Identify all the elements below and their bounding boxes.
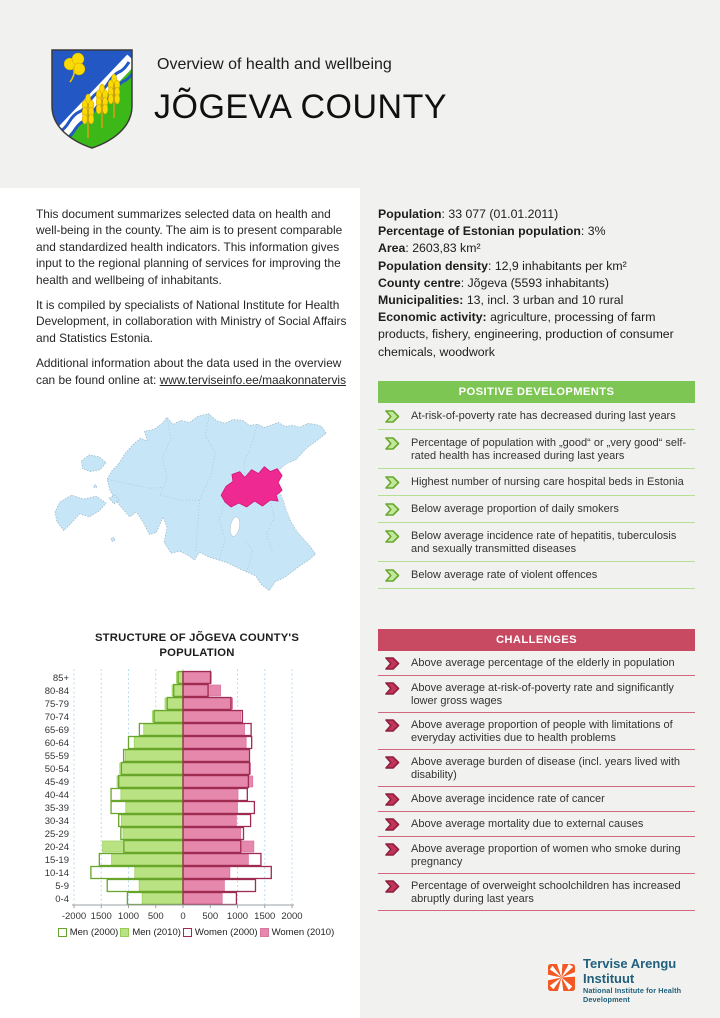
fact-row	[378, 275, 696, 292]
svg-text:1000: 1000	[117, 911, 140, 922]
county-facts	[378, 206, 696, 361]
chart-title: STRUCTURE OF JÕGEVA COUNTY'S POPULATION	[94, 632, 300, 659]
svg-text:500: 500	[202, 911, 219, 922]
chevron-arrow-icon	[385, 437, 400, 450]
svg-text:55-59: 55-59	[44, 751, 69, 762]
fact-value: agriculture, processing of farm products, fishery, engineering, production of consumer chemicals, woodwork	[378, 310, 674, 359]
svg-text:65-69: 65-69	[44, 725, 69, 736]
fact-value: : 12,9 inhabitants per km²	[488, 258, 627, 273]
svg-text:10-14: 10-14	[44, 868, 69, 879]
list-item	[378, 713, 695, 750]
list-item	[378, 430, 695, 469]
tai-logo-subtitle: National Institute for Health Development	[583, 986, 682, 1004]
list-item	[378, 676, 695, 713]
svg-text:40-44: 40-44	[44, 790, 69, 801]
list-item	[378, 651, 695, 676]
tai-starburst-icon	[548, 964, 575, 996]
challenges-items	[378, 651, 695, 911]
list-item-text: Below average rate of violent offences	[411, 569, 598, 581]
list-item-text: Below average incidence rate of hepatitis, tuberculosis and sexually transmitted diseases	[411, 530, 677, 555]
legend-marker-icon	[120, 928, 129, 937]
legend-marker-icon	[58, 928, 67, 937]
fact-row	[378, 258, 696, 275]
list-item-text: Percentage of overweight schoolchildren has increased abruptly during last years	[411, 880, 681, 905]
chevron-arrow-icon	[385, 756, 400, 769]
list-item-text: Above average incidence rate of cancer	[411, 793, 605, 805]
page-title: JÕGEVA COUNTY	[154, 88, 448, 126]
positive-developments-section	[378, 381, 695, 589]
legend-item	[183, 927, 258, 938]
legend-item	[120, 927, 181, 938]
svg-text:45-49: 45-49	[44, 777, 69, 788]
intro-text	[36, 206, 358, 397]
list-item-text: Above average at-risk-of-poverty rate and significantly lower gross wages	[411, 682, 674, 707]
svg-text:30-34: 30-34	[44, 816, 69, 827]
legend-label: Men (2010)	[132, 927, 181, 938]
mainland	[107, 414, 326, 591]
list-item-text: Above average percentage of the elderly in population	[411, 657, 675, 669]
fact-label: Economic activity:	[378, 310, 487, 325]
fact-label: Population	[378, 207, 442, 221]
list-item	[378, 750, 695, 787]
fact-row	[378, 240, 696, 257]
fact-row	[378, 223, 696, 240]
svg-text:85+: 85+	[52, 673, 69, 684]
fact-value: : Jõgeva (5593 inhabitants)	[460, 275, 610, 290]
svg-text:2000: 2000	[281, 911, 303, 922]
chevron-arrow-icon	[385, 530, 400, 543]
svg-text:20-24: 20-24	[44, 842, 69, 853]
chevron-arrow-icon	[385, 880, 400, 893]
list-item	[378, 523, 695, 562]
list-item-text: Above average mortality due to external causes	[411, 818, 644, 830]
pyramid-legend	[36, 927, 358, 938]
list-item-text: Highest number of nursing care hospital beds in Estonia	[411, 476, 684, 488]
svg-text:35-39: 35-39	[44, 803, 69, 814]
svg-text:80-84: 80-84	[44, 686, 69, 697]
legend-item	[260, 927, 335, 938]
list-item	[378, 403, 695, 430]
chevron-arrow-icon	[385, 843, 400, 856]
fact-label: Municipalities:	[378, 293, 464, 308]
svg-text:500: 500	[147, 911, 164, 922]
list-item-text: Percentage of population with „good“ or „very good“ self-rated health has increased during last years	[411, 437, 687, 462]
chevron-arrow-icon	[385, 410, 400, 423]
fact-label: Population density	[378, 258, 488, 273]
list-item	[378, 469, 695, 496]
fact-value: 13, incl. 3 urban and 10 rural	[463, 293, 624, 308]
legend-label: Women (2000)	[194, 927, 258, 938]
list-item	[378, 874, 695, 911]
fact-label: County centre	[378, 275, 461, 290]
estonia-map	[52, 400, 347, 617]
list-item-text: Above average burden of disease (incl. years lived with disability)	[411, 756, 681, 781]
terviseinfo-link[interactable]: www.terviseinfo.ee/maakonnatervis	[159, 372, 347, 387]
list-item	[378, 787, 695, 812]
list-item-text: Above average proportion of women who smoke during pregnancy	[411, 843, 681, 868]
svg-text:0: 0	[180, 911, 186, 922]
svg-text:-2000: -2000	[61, 911, 87, 922]
intro-paragraph	[36, 355, 358, 388]
fact-row	[378, 292, 696, 309]
list-item-text: Above average proportion of people with limitations of everyday activities due to health problems	[411, 719, 673, 744]
fact-row	[378, 309, 696, 361]
fact-value: : 33 077 (01.01.2011)	[441, 207, 559, 221]
list-item	[378, 496, 695, 523]
chevron-arrow-icon	[385, 682, 400, 695]
population-pyramid	[36, 667, 316, 925]
document-subtitle: Overview of health and wellbeing	[157, 56, 392, 73]
saaremaa-island	[55, 495, 106, 530]
jogeva-coat-of-arms-icon	[50, 48, 134, 156]
svg-text:1000: 1000	[226, 911, 249, 922]
svg-text:1500: 1500	[254, 911, 276, 922]
legend-label: Men (2000)	[69, 927, 119, 938]
fact-label: Percentage of Estonian population	[378, 224, 581, 239]
fact-value: : 3%	[580, 224, 606, 239]
legend-marker-icon	[183, 928, 192, 937]
chevron-arrow-icon	[385, 503, 400, 516]
list-item-text: Below average proportion of daily smokers	[411, 503, 619, 515]
tai-logo-name: Tervise Arengu Instituut	[583, 956, 677, 986]
chevron-arrow-icon	[385, 818, 400, 831]
svg-text:1500: 1500	[90, 911, 112, 922]
chevron-arrow-icon	[385, 569, 400, 582]
intro-paragraph: It is compiled by specialists of National Institute for Health Development, in collaboration with Ministry of Social Affairs and Statistics Estonia.	[36, 298, 347, 345]
tai-logo	[548, 956, 720, 1004]
legend-item	[58, 927, 119, 938]
list-item	[378, 837, 695, 874]
positive-developments-header: POSITIVE DEVELOPMENTS	[378, 381, 695, 403]
list-item-text: At-risk-of-poverty rate has decreased during last years	[411, 410, 676, 422]
chevron-arrow-icon	[385, 476, 400, 489]
list-item	[378, 562, 695, 589]
svg-text:75-79: 75-79	[44, 699, 69, 710]
list-item	[378, 812, 695, 837]
fact-label: Area	[378, 241, 406, 256]
svg-text:0-4: 0-4	[55, 894, 69, 905]
intro-link-prefix: Additional information about the data used in the overview can be found online at:	[36, 356, 342, 387]
chevron-arrow-icon	[385, 719, 400, 732]
challenges-header: CHALLENGES	[378, 629, 695, 651]
intro-paragraph: This document summarizes selected data on health and well-being in the county. The aim is to present comparable and standardized health indicators. This information gives input to the regional planning of services for improving the health and wellbeing of inhabitants.	[36, 207, 343, 287]
svg-text:5-9: 5-9	[55, 881, 69, 892]
svg-text:25-29: 25-29	[44, 829, 69, 840]
chevron-arrow-icon	[385, 793, 400, 806]
fact-row	[378, 206, 696, 223]
hiiumaa-island	[82, 455, 107, 472]
svg-text:15-19: 15-19	[44, 855, 69, 866]
legend-label: Women (2010)	[271, 927, 335, 938]
tai-logo-text	[583, 956, 720, 1004]
fact-value: : 2603,83 km²	[405, 241, 481, 256]
svg-text:50-54: 50-54	[44, 764, 69, 775]
positive-items	[378, 403, 695, 589]
svg-text:60-64: 60-64	[44, 738, 69, 749]
population-pyramid-chart	[36, 631, 358, 938]
chevron-arrow-icon	[385, 657, 400, 670]
legend-marker-icon	[260, 928, 269, 937]
challenges-section	[378, 629, 695, 911]
svg-text:70-74: 70-74	[44, 712, 69, 723]
